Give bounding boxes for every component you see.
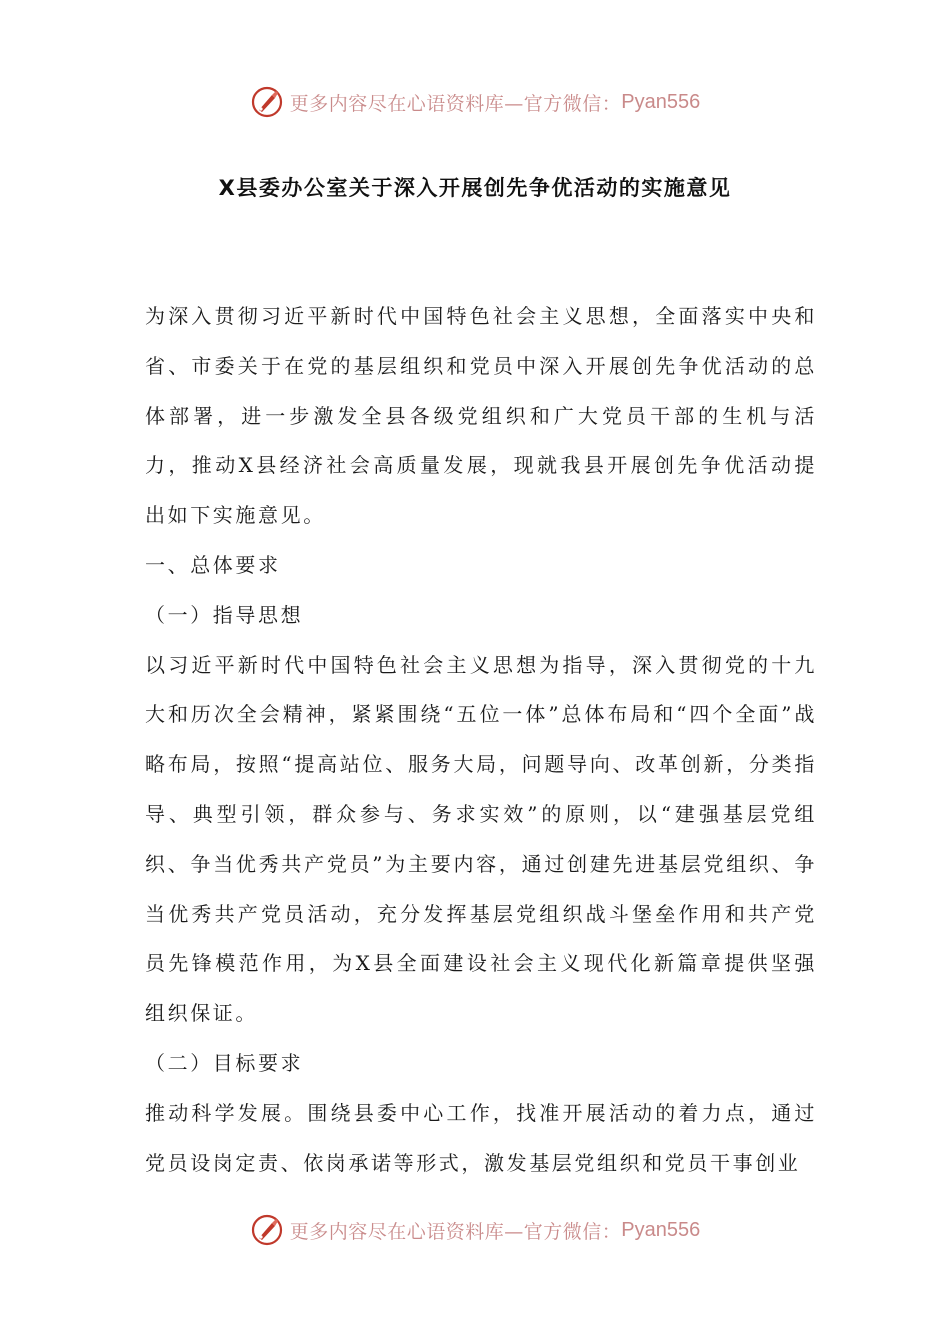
- guiding-ideology-paragraph: 以习近平新时代中国特色社会主义思想为指导，深入贯彻党的十九大和历次全会精神，紧紧围绕“五位一体”总体布局和“四个全面”战略布局，按照“提高站位、服务大局，问题导向、改革创新，分类指导、典型引领，群众参与、务求实效”的原则，以“建强基层党组织、争当优秀共产党员”为主要内容，通过创建先进基层党组织、争当优秀共产党员活动，充分发挥基层党组织战斗堡垒作用和共产党员先锋模范作用，为X县全面建设社会主义现代化新篇章提供坚强组织保证。: [145, 652, 817, 1026]
- intro-paragraph: 为深入贯彻习近平新时代中国特色社会主义思想，全面落实中央和省、市委关于在党的基层组织和党员中深入开展创先争优活动的总体部署，进一步激发全县各级党组织和广大党员干部的生机与活力，推动X县经济社会高质量发展，现就我县开展创先争优活动提出如下实施意见。: [145, 304, 817, 528]
- section-heading-general-requirements: 一、总体要求: [145, 552, 281, 577]
- watermark-wechat-id: Pyan556: [621, 90, 701, 113]
- watermark-text: 更多内容尽在心语资料库—官方微信：: [289, 1220, 622, 1243]
- goals-paragraph: 推动科学发展。围绕县委中心工作，找准开展活动的着力点，通过党员设岗定责、依岗承诺等形式，激发基层党组织和党员干事创业: [145, 1100, 817, 1175]
- document-title: X县委办公室关于深入开展创先争优活动的实施意见: [218, 176, 732, 200]
- header-watermark: [0, 80, 950, 124]
- pen-nib-seal-icon: [250, 85, 284, 119]
- subsection-heading-guiding-ideology: （一）指导思想: [145, 602, 304, 627]
- pen-nib-seal-icon: [250, 1213, 284, 1247]
- watermark-text: 更多内容尽在心语资料库—官方微信：: [289, 92, 622, 115]
- document-body: [145, 292, 817, 1188]
- subsection-heading-goals: （二）目标要求: [145, 1050, 304, 1075]
- watermark-wechat-id: Pyan556: [621, 1218, 701, 1241]
- footer-watermark: [0, 1208, 950, 1252]
